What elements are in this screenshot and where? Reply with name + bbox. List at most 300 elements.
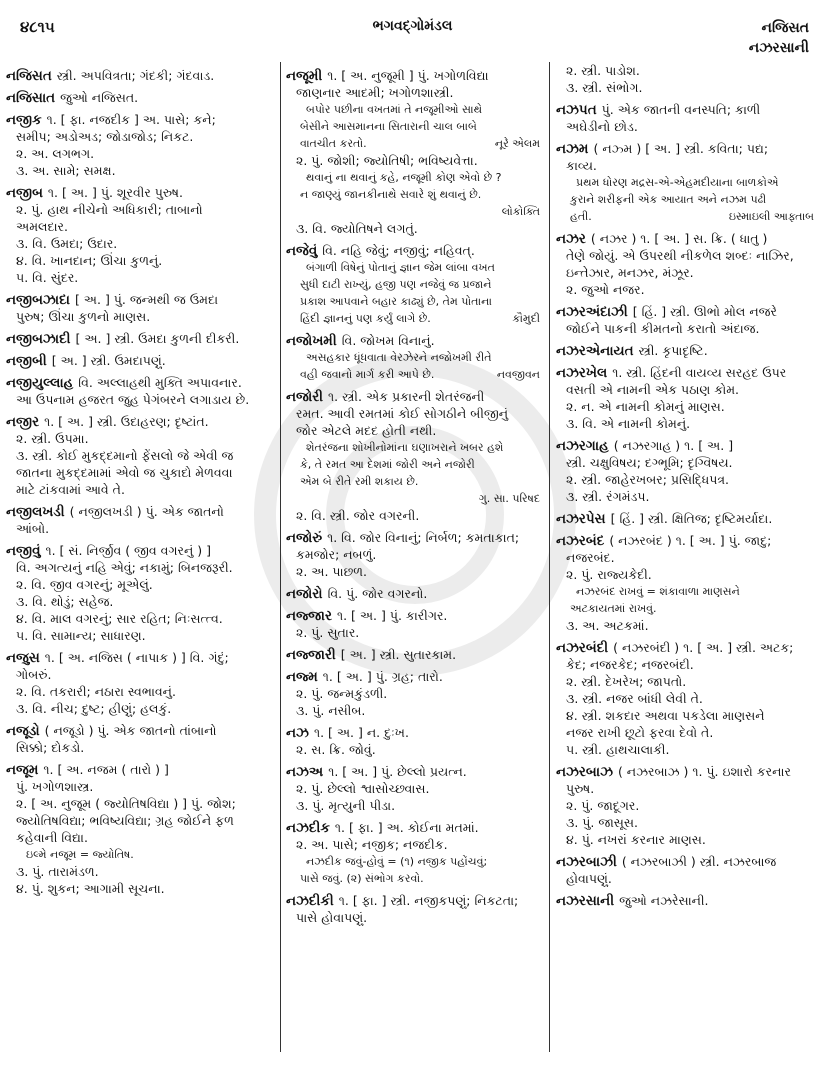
definition-text: ૪. વિ. માલ વગરનું; સાર રહિત; નિઃસત્ત્વ.	[16, 611, 223, 626]
headword: નજોરો	[286, 586, 323, 602]
definition-text: પ્રકાશ આપવાને બહાર કાઢ્યું છે, તેમ પોતાના	[300, 295, 492, 308]
sense-line	[556, 118, 818, 135]
column-3	[556, 62, 818, 1052]
headword: નજુસ	[6, 650, 40, 666]
definition-text: પ્રથમ ધોરણ મદ્રસ-એ-એહમદીયાના બાળકોએ	[576, 176, 779, 189]
headword: નજૂમ	[6, 762, 39, 778]
sense-line	[286, 405, 544, 422]
quotation-line	[556, 174, 818, 191]
headword: નજોરું	[286, 530, 323, 546]
definition-text: સમીપ; અડોઅડ; જોડાજોડ; નિકટ.	[16, 129, 194, 144]
entry-line	[556, 532, 818, 549]
definition-text: ( નઝરબંદી ) ૧. [ અ. ] સ્ત્રી. અટક;	[613, 640, 794, 655]
definition-text: હિંદી જ્ઞાનનું પણ કર્યું લાગે છે.	[300, 312, 431, 325]
sense-line	[556, 157, 818, 174]
definition-text: ૨. પું. હાથ નીચેનો અધિકારી; તાબાનો	[16, 202, 203, 217]
sense-line	[556, 707, 818, 724]
citation-source: નવજીવન	[496, 368, 540, 381]
sense-line	[556, 617, 818, 634]
definition-text: હોવાપણું.	[566, 871, 612, 886]
headword: નજીબઝાદા	[6, 292, 70, 308]
definition-text: નઝરબંદ રાખવું = શંકાવાળા માણસને	[576, 585, 740, 598]
definition-text: વહી જવાનો માર્ગ કરી આપે છે.	[300, 368, 435, 381]
headword: નજૂમી	[286, 68, 323, 84]
sense-line	[556, 471, 818, 488]
definition-text: ૩. અ. અટકમાં.	[566, 618, 649, 633]
headword: નઝદીકી	[286, 893, 334, 909]
sense-line	[6, 627, 272, 644]
entry-line	[6, 413, 272, 430]
definition-text: એમ બે રીતે રમી શકાય છે.	[300, 475, 419, 488]
quotation-line	[286, 101, 544, 118]
definition-text: ૩. સ્ત્રી. કોઈ મુકદ્દમાનો ફેંસલો જે એવી જ	[16, 448, 234, 463]
definition-text: પું. એક જાતની વનસ્પતિ; કાળી	[601, 102, 761, 117]
sense-line	[556, 741, 818, 758]
definition-text: પુરુષ; ઊંચા કુળનો માણસ.	[16, 309, 151, 324]
sense-line	[286, 780, 544, 797]
headword: નજ્જારી	[286, 647, 336, 663]
definition-text: ૫. વિ. સુંદર.	[16, 270, 79, 285]
definition-text: ( નઝર ) ૧. [ અ. ] સ. ક્રિ. ( ધાતુ )	[590, 231, 768, 246]
quotation-line	[286, 118, 544, 135]
definition-text: ૨. ન. એ નામની કોમનું માણસ.	[566, 399, 725, 414]
definition-text: ન જાણ્યું જાનકીનાથે સવારે શું થવાનું છે.	[300, 188, 482, 201]
entry-line	[6, 67, 272, 84]
definition-text: ( નજીલખડી ) પું. એક જાતનો	[69, 504, 224, 519]
definition-text: ૧. સ્ત્રી. હિંદની વાયવ્ય સરહદ ઉપર	[612, 365, 787, 380]
quotation-line	[286, 473, 544, 490]
entry-line	[6, 330, 272, 347]
definition-text: [ હિં. ] સ્ત્રી. ક્ષિતિજ; દૃષ્ટિમર્યાદા.	[610, 511, 773, 526]
sense-line	[286, 624, 544, 641]
headword: નઝદીક	[286, 820, 330, 836]
entry-line	[556, 140, 818, 157]
quotation-line	[286, 135, 544, 152]
headword: નજોરી	[286, 389, 324, 405]
definition-text: ૧. [ ફા. નજદીક ] અ. પાસે; કને;	[46, 112, 216, 127]
definition-text: ૧. સ્ત્રી. એક પ્રકારની શેતરંજની	[328, 389, 485, 404]
entry-line	[556, 342, 818, 359]
quotation-line	[6, 846, 272, 863]
sense-line	[556, 690, 818, 707]
sense-line	[556, 415, 818, 432]
entry-line	[286, 763, 544, 780]
sense-line	[6, 252, 272, 269]
book-title: ભગવદ્ગોમંડલ	[372, 18, 453, 34]
definition-text: જોઈને પાકની કીમતનો કરાતો અંદાજ.	[566, 321, 760, 336]
headword: નજીબ	[6, 185, 43, 201]
definition-text: બેસીને આસમાનના સિતારાની ચાલ બાબે	[300, 120, 477, 133]
quotation-line	[286, 310, 544, 327]
entry-line	[556, 437, 818, 454]
sense-line	[6, 269, 272, 286]
entry-line	[286, 607, 544, 624]
definition-text: ઇન્તેઝાર, મનઝર, મંઝૂર.	[566, 265, 694, 280]
definition-text: ૩. પું. જાસૂસ.	[566, 815, 639, 830]
headword: નઝમ	[556, 141, 589, 157]
sense-line	[6, 880, 272, 897]
quotation-line	[286, 293, 544, 310]
sense-line	[556, 320, 818, 337]
definition-text: માટે ટાંકવામાં આવે તે.	[16, 482, 125, 497]
sense-line	[556, 488, 818, 505]
sense-line	[6, 593, 272, 610]
sense-line	[286, 422, 544, 439]
citation-source	[286, 203, 544, 220]
sense-line	[6, 218, 272, 235]
definition-text: નજરબંદ.	[566, 550, 615, 565]
definition-text: બંગાળી વિષેનું પોતાનું જ્ઞાન જેમ લાંબા વખત	[306, 261, 495, 274]
headword: નઝરગાહ	[556, 438, 609, 454]
definition-text: જોર એટલે મદદ હોતી નથી.	[296, 423, 437, 438]
definition-text: પાસે જવું. (૨) સંભોગ કરવો.	[300, 872, 424, 885]
sense-line	[556, 281, 818, 298]
definition-text: ઇલ્મે નજૂમ = જ્યોતિષ.	[26, 848, 134, 861]
definition-text: ૩. વિ. એ નામની કોમનું.	[566, 416, 691, 431]
headword: નઝરબંદ	[556, 533, 605, 549]
definition-text: તેણે જોયું. એ ઉપરથી નીકળેલ શબ્દઃ નાઝિર,	[566, 248, 794, 263]
definition-text: કાવ્ય.	[566, 158, 597, 173]
sense-line	[556, 549, 818, 566]
sense-line	[286, 546, 544, 563]
definition-text: થવાનું ના થવાનું કહે, નજૂમી કોણ એવો છે ?	[306, 171, 502, 184]
definition-text: ૧. [ અ. ] પું. છેલ્લો પ્રયત્ન.	[328, 764, 467, 779]
entry-line	[286, 67, 544, 84]
definition-text: વિ. નહિ જેવું; નજીવું; નહિવત્.	[322, 243, 475, 258]
definition-text: ૧. [ અ. નજિસ ( નાપાક ) ] વિ. ગંદું;	[44, 650, 229, 665]
definition-text: ૧. [ અ. ] પું. શૂરવીર પુરુષ.	[47, 185, 184, 200]
entry-line	[6, 542, 272, 559]
entry-line	[286, 242, 544, 259]
sense-line	[286, 797, 544, 814]
definition-text: ૨. વિ. સ્ત્રી. જોર વગરની.	[296, 508, 420, 523]
quotation-line	[286, 259, 544, 276]
definition-text: ૨. અ. લગભગ.	[16, 146, 95, 161]
headword: નઝરબંદી	[556, 640, 609, 656]
definition-text: ( નઝ્મ ) [ અ. ] સ્ત્રી. કવિતા; પદ્ય;	[593, 141, 769, 156]
definition-text: ૧. [ અ. ] પું. ગ્રહ; તારો.	[322, 669, 443, 684]
definition-text: ૧. [ અ. નુજૂમી ] પું. ખગોળવિદ્યા	[327, 68, 489, 83]
headword: નજોખમી	[286, 333, 337, 349]
definition-text: ૪. સ્ત્રી. શકદાર અથવા પકડેલા માણસને	[566, 708, 765, 723]
headword: નઝરસાની	[556, 893, 615, 909]
column-divider	[280, 62, 281, 1052]
sense-line	[6, 795, 272, 812]
sense-line	[286, 836, 544, 853]
definition-text: ( નઝરબંદ ) ૧. [ અ. ] પું. જાદુ;	[609, 533, 772, 548]
entry-line	[6, 111, 272, 128]
definition-text: સ્ત્રી. કૃપાદૃષ્ટિ.	[638, 343, 708, 358]
entry-line	[6, 649, 272, 666]
definition-text: ૪. પું. નખરાં કરનાર માણસ.	[566, 832, 706, 847]
definition-text: ગોબરું.	[16, 667, 52, 682]
entry-line	[556, 303, 818, 320]
definition-text: અટકાયતમાં રાખવું.	[570, 602, 657, 615]
definition-text: જાણનાર આદમી; ખગોળશાસ્ત્રી.	[296, 85, 454, 100]
definition-text: ૨. પું. છેલ્લો શ્વાસોચ્છ્વાસ.	[296, 781, 430, 796]
definition-text: વિ. જોખમ વિનાનું.	[341, 333, 435, 348]
definition-text: ૨. વિ. તકરારી; નઠારા સ્વભાવનું.	[16, 684, 176, 699]
definition-text: ૩. સ્ત્રી. નજર બાંધી લેવી તે.	[566, 691, 703, 706]
definition-text: કુરાને શરીફની એક આયાત અને નઝમ પઢી	[570, 193, 767, 206]
definition-text: ૨. અ. પાસે; નજીક; નજદીક.	[296, 837, 448, 852]
definition-text: અમલદાર.	[16, 219, 68, 234]
entry-line	[556, 101, 818, 118]
sense-line	[286, 741, 544, 758]
sense-line	[556, 381, 818, 398]
citation-source: કૌમુદી	[512, 312, 540, 325]
quotation-line	[286, 439, 544, 456]
definition-text: ૨. પું. જાદૂગર.	[566, 798, 640, 813]
sense-line	[556, 247, 818, 264]
definition-text: અઘેડીનો છોડ.	[566, 119, 638, 134]
sense-line	[6, 145, 272, 162]
entry-line	[6, 761, 272, 778]
sense-line	[286, 909, 544, 926]
sense-line	[6, 391, 272, 408]
definition-text: સ્ત્રી. અપવિત્રતા; ગંદકી; ગંદવાડ.	[56, 68, 215, 83]
headword: નઝપત	[556, 102, 597, 118]
headword: નઝ	[286, 725, 309, 741]
headword: નજ્જાર	[286, 608, 332, 624]
definition-text: [ અ. ] સ્ત્રી. સુતારકામ.	[340, 647, 457, 662]
sense-line	[6, 829, 272, 846]
entry-line	[556, 364, 818, 381]
page-header	[0, 12, 825, 56]
sense-line	[556, 814, 818, 831]
definition-text: ૫. સ્ત્રી. હાથચાલાકી.	[566, 742, 670, 757]
guide-words	[749, 18, 809, 58]
sense-line	[556, 673, 818, 690]
page-number: ૪૮૧૫	[20, 18, 55, 36]
definition-text: [ હિં. ] સ્ત્રી. ઊભો મોલ નજરે	[632, 304, 777, 319]
sense-line	[286, 507, 544, 524]
sense-line	[556, 79, 818, 96]
definition-text: ૨. પું. રાજ્યકેદી.	[566, 567, 652, 582]
definition-text: ૩. સ્ત્રી. સંભોગ.	[566, 80, 643, 95]
sense-line	[6, 576, 272, 593]
definition-text: ૨. સ્ત્રી. ઉપમા.	[16, 431, 89, 446]
sense-line	[6, 235, 272, 252]
definition-text: ( નઝરબાઝ ) ૧. પું. ઇશારો કરનાર	[617, 764, 791, 779]
sense-line	[556, 398, 818, 415]
definition-text: સિક્કો; દોકડો.	[16, 740, 85, 755]
definition-text: કે, તે રમત આ દેશમાં જોરી અને નજોરી	[300, 458, 475, 471]
definition-text: કમજોર; નબળું.	[296, 547, 377, 562]
definition-text: પાસે હોવાપણું.	[296, 910, 368, 925]
entry-line	[556, 230, 818, 247]
headword: નજિસાત	[6, 90, 56, 106]
sense-line	[6, 683, 272, 700]
definition-text: સુધી દાટી રાખ્યું, હજી પણ નજેવું જ પ્રજાને	[300, 278, 492, 291]
headword: નજેવું	[286, 243, 318, 259]
sense-line	[6, 666, 272, 683]
definition-text: અસહકાર ધૂંધવાતા વેરઝેરને નજોખમી રીતે	[306, 351, 492, 364]
headword: નઝરબાઝ	[556, 764, 613, 780]
definition-text: ૧. [ અ. નજમ ( તારો ) ]	[43, 762, 169, 777]
sense-line	[6, 447, 272, 464]
definition-text: ૩. વિ. ઉમદા; ઉદાર.	[16, 236, 118, 251]
definition-text: ( નજૂડો ) પું. એક જાતનો તાંબાનો	[44, 723, 217, 738]
guide-word-last: નઝરસાની	[748, 40, 809, 56]
definition-text: ૧. [ અ. ] ન. દુઃખ.	[313, 725, 409, 740]
quotation-line	[286, 366, 544, 383]
definition-text: ૩. વિ. થોડું; સહેજ.	[16, 594, 114, 609]
quotation-line	[556, 191, 818, 208]
definition-text: ૧. [ ફા. ] અ. કોઈના મતમાં.	[334, 820, 479, 835]
entry-line	[286, 668, 544, 685]
entry-line	[556, 892, 818, 909]
definition-text: ૩. પું. મૃત્યુની પીડા.	[296, 798, 396, 813]
quotation-line	[556, 583, 818, 600]
definition-text: કહેવાની વિદ્યા.	[16, 830, 88, 845]
sense-line	[556, 62, 818, 79]
entry-line	[6, 503, 272, 520]
entry-line	[286, 529, 544, 546]
sense-line	[6, 739, 272, 756]
headword: નજીર	[6, 414, 40, 430]
entry-line	[6, 374, 272, 391]
entry-line	[556, 853, 818, 870]
headword: નજીબઝાદી	[6, 331, 71, 347]
definition-text: શેતરંજના શોખીનોમાંના ઘણાખરાને ખબર હશે	[306, 441, 504, 454]
definition-text: નઝદીક જવું-હોવું = (૧) નજીક પહોંચવું;	[306, 855, 488, 868]
sense-line	[556, 831, 818, 848]
sense-line	[286, 152, 544, 169]
definition-text: ( નઝરગાહ ) ૧. [ અ. ]	[613, 438, 734, 453]
definition-text: પું. ખગોળશાસ્ત્ર.	[16, 779, 94, 794]
definition-text: ૨. પું. જન્મકુંડળી.	[296, 686, 388, 701]
definition-text: [ અ. ] સ્ત્રી. ઉમદા કુળની દીકરી.	[75, 331, 240, 346]
column-2	[286, 62, 544, 1052]
entry-line	[6, 352, 272, 369]
entry-line	[6, 89, 272, 106]
definition-text: ૫. વિ. સામાન્ય; સાધારણ.	[16, 628, 146, 643]
definition-text: આંબો.	[16, 521, 50, 536]
headword: નઝરઅંદાઝી	[556, 304, 628, 320]
citation-source: નૂરે એલમ	[494, 137, 540, 150]
headword: નજિસત	[6, 68, 52, 84]
definition-text: ૧. [ ફા. ] સ્ત્રી. નજીકપણું; નિકટતા;	[338, 893, 519, 908]
definition-text: [ અ. ] સ્ત્રી. ઉમદાપણું.	[51, 353, 166, 368]
definition-text: ૧. [ સં. નિર્જીવ ( જીવ વગરનું ) ]	[45, 543, 212, 558]
sense-line	[286, 702, 544, 719]
column-divider	[549, 62, 550, 1052]
entry-line	[6, 184, 272, 201]
entry-line	[286, 724, 544, 741]
sense-line	[6, 308, 272, 325]
headword: નજીબી	[6, 353, 47, 369]
definition-text: ગુ. સા. પરિષદ	[478, 492, 540, 505]
sense-line	[556, 454, 818, 471]
headword: નજૂડો	[6, 723, 40, 739]
headword: નઝઅ	[286, 764, 324, 780]
entry-line	[286, 388, 544, 405]
sense-line	[6, 481, 272, 498]
headword: નજ્મ	[286, 669, 318, 685]
entry-line	[6, 722, 272, 739]
entry-line	[286, 646, 544, 663]
definition-text: ૨. સ્ત્રી. પાડોશ.	[566, 63, 640, 78]
definition-text: વિ. અલ્લાહથી મુક્તિ અપાવનાર.	[78, 375, 242, 390]
definition-text: ૩. અ. સામે; સમક્ષ.	[16, 163, 116, 178]
quotation-line	[556, 600, 818, 617]
definition-text: જુઓ નજિસત.	[60, 90, 139, 105]
headword: નજીલખડી	[6, 504, 65, 520]
definition-text: જાતના મુકદ્દમામાં એવો જ ચુકાદો મેળવવા	[16, 465, 233, 480]
sense-line	[556, 780, 818, 797]
definition-text: હતી.	[570, 210, 592, 223]
entry-line	[6, 291, 272, 308]
sense-line	[6, 778, 272, 795]
sense-line	[286, 563, 544, 580]
sense-line	[556, 797, 818, 814]
sense-line	[6, 559, 272, 576]
quotation-line	[286, 186, 544, 203]
definition-text: ૨. સ્ત્રી. જાહેરખબર; પ્રસિદ્ધિપત્ર.	[566, 472, 730, 487]
sense-line	[556, 264, 818, 281]
definition-text: ૨. પું. જોશી; જ્યોતિષી; ભવિષ્યવેત્તા.	[296, 153, 478, 168]
entry-line	[286, 332, 544, 349]
entry-line	[556, 763, 818, 780]
quotation-line	[286, 870, 544, 887]
entry-line	[286, 892, 544, 909]
headword: નઝરપેસ	[556, 511, 606, 527]
entry-line	[286, 585, 544, 602]
quotation-line	[286, 169, 544, 186]
sense-line	[6, 128, 272, 145]
definition-text: સ્ત્રી. ચક્ષુવિષય; દગ્ભૂમિ; દૃગ્વિષય.	[566, 455, 733, 470]
quotation-line	[286, 853, 544, 870]
definition-text: ૩. સ્ત્રી. રંગમંડપ.	[566, 489, 650, 504]
sense-line	[6, 863, 272, 880]
definition-text: ૨. સ. ક્રિ. જોવું.	[296, 742, 376, 757]
sense-line	[556, 566, 818, 583]
sense-line	[6, 700, 272, 717]
definition-text: વસતી એ નામની એક પઠાણ કોમ.	[566, 382, 740, 397]
definition-text: કેદ; નજરકેદ; નજરબંદી.	[566, 657, 694, 672]
definition-text: વિ. પું. જોર વગરનો.	[327, 586, 428, 601]
definition-text: ૨. વિ. જીવ વગરનું; મૂએલું.	[16, 577, 153, 592]
sense-line	[556, 656, 818, 673]
sense-line	[6, 430, 272, 447]
definition-text: વિ. અગત્યનું નહિ એવું; નકામું; બિનજરૂરી.	[16, 560, 233, 575]
quotation-line	[286, 349, 544, 366]
definition-text: ૪. વિ. ખાનદાન; ઊંચા કુળનું.	[16, 253, 163, 268]
definition-text: ૩. વિ. જ્યોતિષને લગતું.	[296, 221, 418, 236]
entry-line	[556, 639, 818, 656]
citation-source: ઇસ્માઇલી આફ્તાબ	[728, 210, 814, 223]
quotation-line	[286, 276, 544, 293]
headword: નઝરબાઝી	[556, 854, 617, 870]
definition-text: ૨. જુઓ નજર.	[566, 282, 645, 297]
definition-text: જ્યોતિષવિદ્યા; ભવિષ્યવિદ્યા; ગ્રહ જોઈને ફળ	[16, 813, 234, 828]
definition-text: ૩. વિ. નીચ; દુષ્ટ; હીણું; હલકું.	[16, 701, 172, 716]
column-1	[6, 62, 272, 1052]
sense-line	[6, 464, 272, 481]
headword: નઝરએનાયત	[556, 343, 634, 359]
headword: નજીક	[6, 112, 42, 128]
sense-line	[6, 201, 272, 218]
definition-text: જુઓ નઝરેસાની.	[619, 893, 709, 908]
definition-text: નજર રાખી છૂટો ફરવા દેવો તે.	[566, 725, 714, 740]
definition-text: વાતચીત કરતો.	[300, 137, 367, 150]
entry-line	[286, 819, 544, 836]
definition-text: ( નઝરબાઝી ) સ્ત્રી. નઝરબાજ	[621, 854, 777, 869]
definition-text: બપોર પછીના વખતમાં તે નજૂમીઓ સાથે	[306, 103, 483, 116]
sense-line	[6, 520, 272, 537]
definition-text: ૧. [ અ. ] સ્ત્રી. ઉદાહરણ; દૃષ્ટાંત.	[44, 414, 209, 429]
